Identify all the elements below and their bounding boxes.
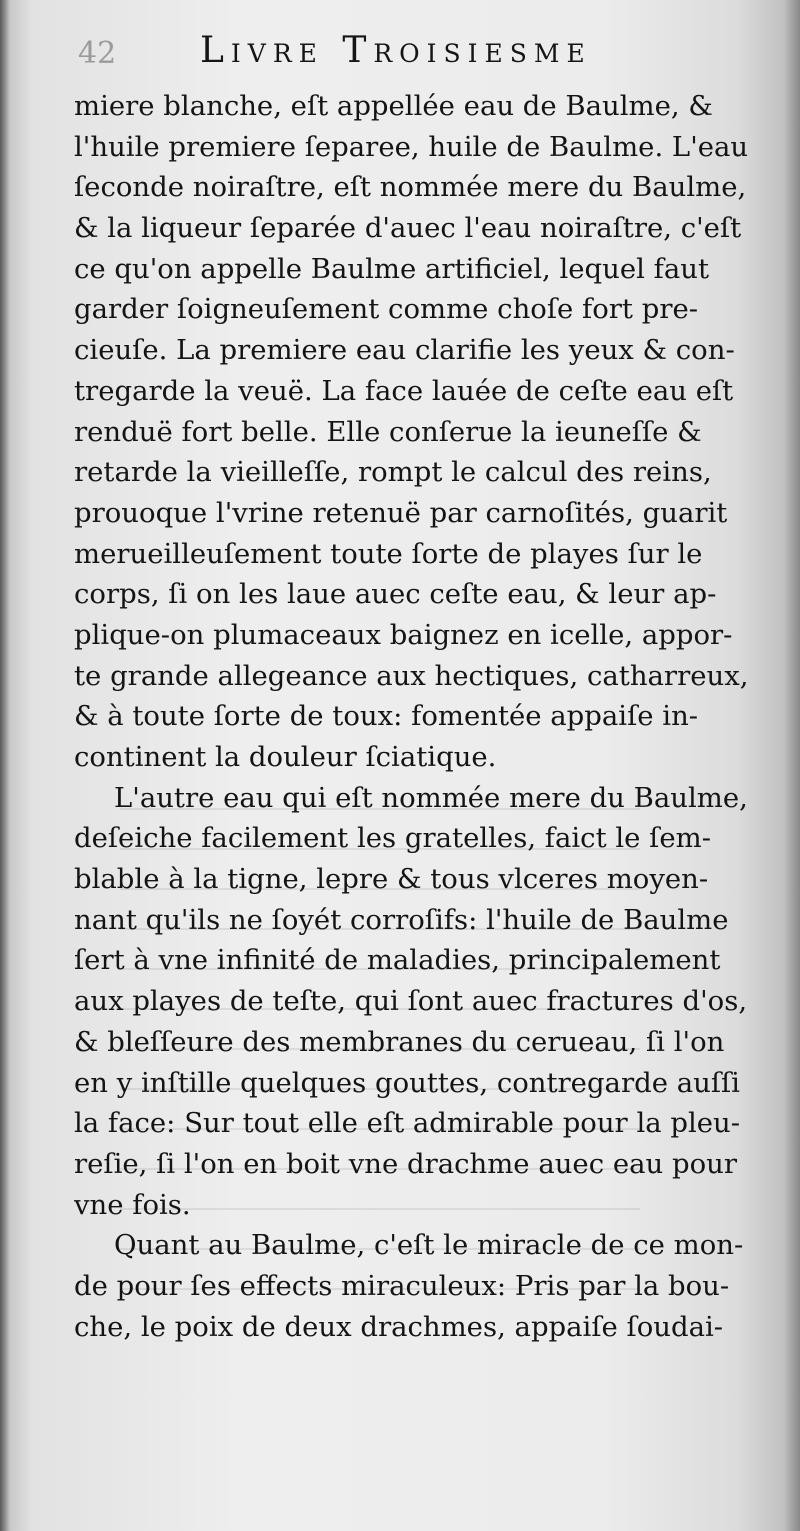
text-line: che, le poix de deux drachmes, appaiſe ſoudai- bbox=[74, 1310, 724, 1343]
text-line: corps, ſi on les laue auec ceſte eau, & leur ap- bbox=[74, 578, 717, 611]
text-line: la face: Sur tout elle eſt admirable pour la pleu- bbox=[74, 1107, 741, 1140]
running-head: Livre Troisiesme bbox=[200, 30, 592, 71]
text-line: merueilleuſement toute ſorte de playes ſur le bbox=[74, 537, 703, 570]
text-line: & bleſſeure des membranes du cerueau, ſi l'on bbox=[74, 1025, 725, 1058]
text-line: blable à la tigne, lepre & tous vlceres moyen- bbox=[74, 863, 709, 896]
text-line: nant qu'ils ne ſoyét corroſifs: l'huile de Baulme bbox=[74, 903, 729, 936]
text-line: retarde la vieilleſſe, rompt le calcul des reins, bbox=[74, 456, 712, 489]
text-line: Quant au Baulme, c'eſt le miracle de ce mon- bbox=[114, 1229, 744, 1262]
text-line: l'huile premiere ſeparee, huile de Baulme. L'eau bbox=[74, 130, 749, 163]
text-line: ſeconde noiraſtre, eſt nommée mere du Baulme, bbox=[74, 171, 747, 204]
text-line: miere blanche, eſt appellée eau de Baulme, & bbox=[74, 90, 713, 122]
text-line: plique-on plumaceaux baignez en icelle, appor- bbox=[74, 618, 733, 651]
text-line: & la liqueur ſeparée d'auec l'eau noiraſtre, c'eſt bbox=[74, 212, 742, 245]
text-line: reſie, ſi l'on en boit vne drachme auec eau pour bbox=[74, 1147, 737, 1180]
text-line: L'autre eau qui eſt nommée mere du Baulme, bbox=[114, 781, 748, 814]
text-line: garder ſoigneuſement comme choſe fort pre- bbox=[74, 293, 699, 326]
gutter-shadow bbox=[0, 0, 10, 1531]
page-header bbox=[60, 30, 760, 80]
text-line: ſert à vne infinité de maladies, principalement bbox=[74, 944, 721, 977]
body-text bbox=[74, 86, 780, 1347]
edge-shadow bbox=[784, 0, 800, 1531]
text-line: ce qu'on appelle Baulme artificiel, lequel faut bbox=[74, 252, 709, 285]
text-line: de pour ſes effects miraculeux: Pris par la bou- bbox=[74, 1269, 730, 1302]
text-line: aux playes de teſte, qui ſont auec fractures d'os, bbox=[74, 985, 748, 1018]
text-line: tregarde la veuë. La face lauée de ceſte eau eſt bbox=[74, 374, 734, 407]
text-line: en y inſtille quelques gouttes, contregarde auſſi bbox=[74, 1066, 740, 1099]
text-line: & à toute ſorte de toux: fomentée appaiſe in- bbox=[74, 700, 699, 733]
text-line: prouoque l'vrine retenuë par carnoſités, guarit bbox=[74, 496, 728, 529]
text-line: continent la douleur ſciatique. bbox=[74, 741, 497, 773]
text-line: deſeiche facilement les gratelles, faict le ſem- bbox=[74, 822, 711, 855]
text-line: te grande allegeance aux hectiques, catharreux, bbox=[74, 659, 749, 692]
page-number: 42 bbox=[78, 36, 117, 71]
text-line: renduë fort belle. Elle conſerue la ieuneſſe & bbox=[74, 415, 702, 448]
text-line: vne fois. bbox=[74, 1188, 191, 1221]
text-line: cieuſe. La premiere eau clarifie les yeux & con- bbox=[74, 334, 735, 367]
